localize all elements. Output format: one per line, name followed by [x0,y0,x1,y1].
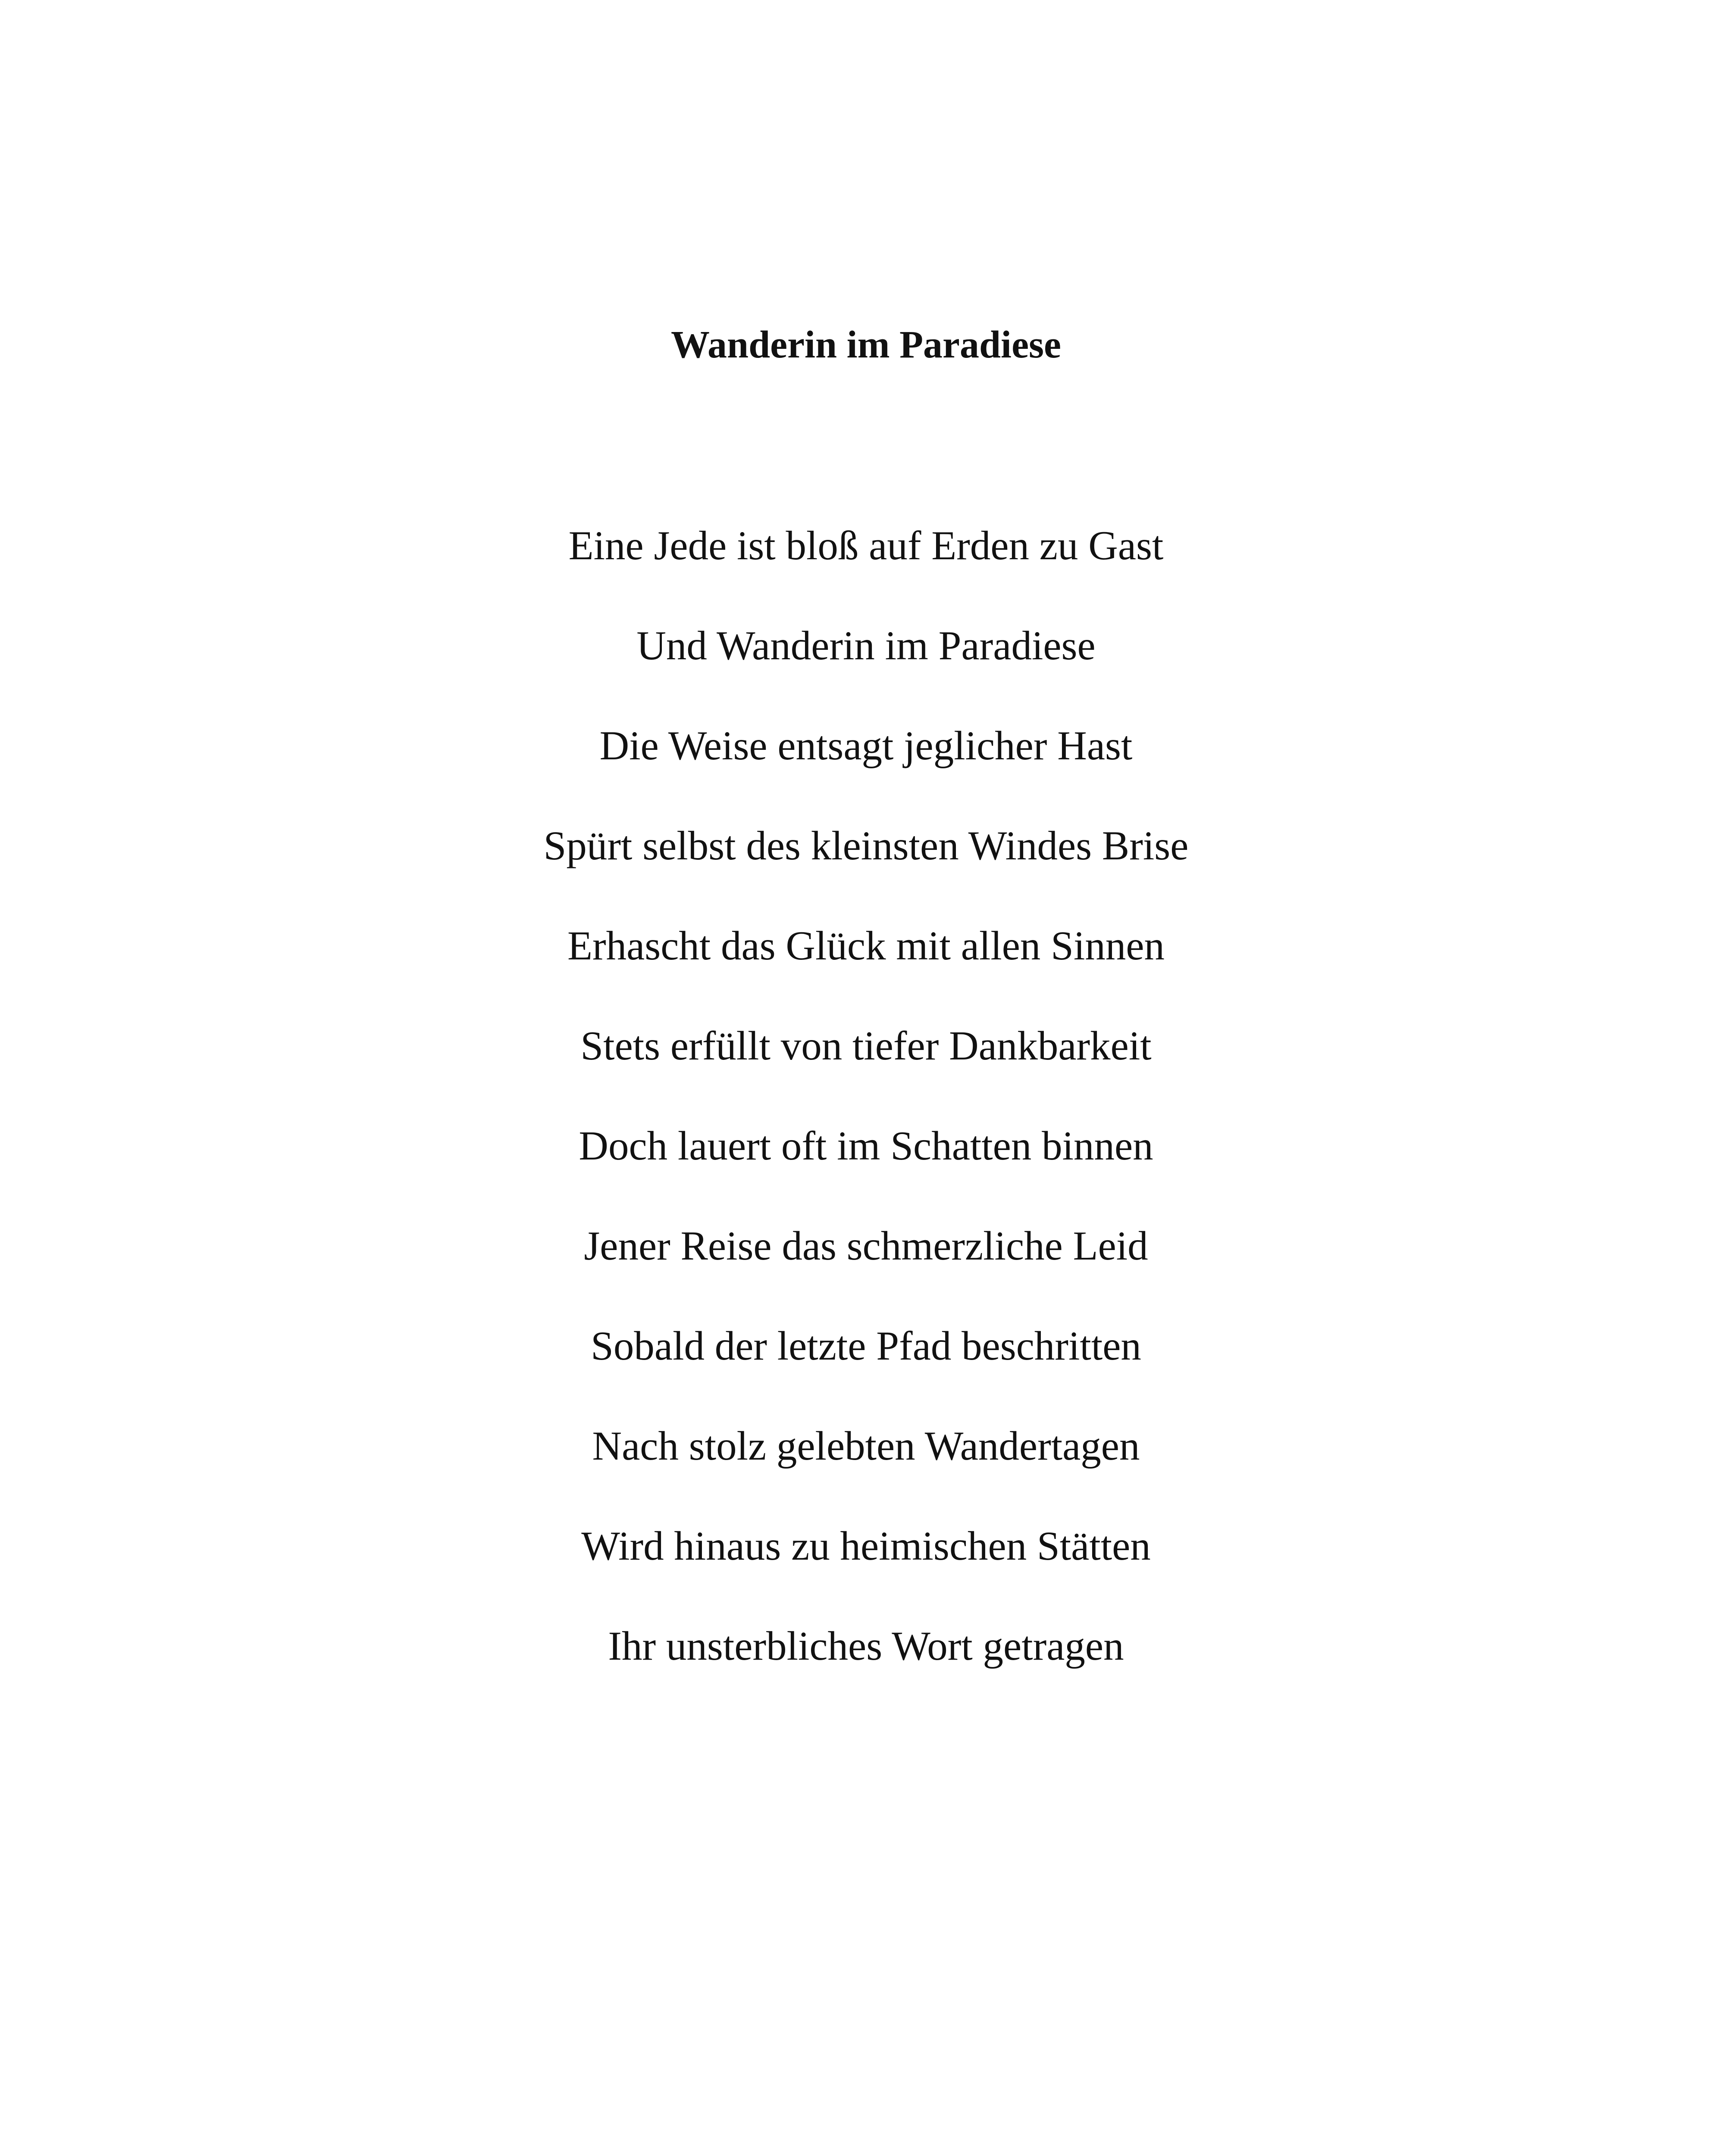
poem-line: Nach stolz gelebten Wandertagen [592,1423,1140,1469]
poem-line: Ihr unsterbliches Wort getragen [608,1623,1124,1669]
poem-line: Und Wanderin im Paradiese [636,623,1096,668]
poem-line: Wird hinaus zu heimischen Stätten [581,1523,1151,1569]
poem-line: Erhascht das Glück mit allen Sinnen [567,923,1165,968]
poem-line: Jener Reise das schmerzliche Leid [584,1223,1148,1269]
poem-line: Doch lauert oft im Schatten binnen [579,1123,1153,1169]
poem-line: Spürt selbst des kleinsten Windes Brise [543,823,1189,868]
poem-line: Sobald der letzte Pfad beschritten [591,1323,1141,1369]
poem-line: Die Weise entsagt jeglicher Hast [599,723,1133,768]
poem-line: Eine Jede ist bloß auf Erden zu Gast [568,523,1164,568]
poem-body [0,517,1732,1718]
poem-title: Wanderin im Paradiese [671,323,1061,366]
poem-line: Stets erfüllt von tiefer Dankbarkeit [580,1023,1152,1069]
